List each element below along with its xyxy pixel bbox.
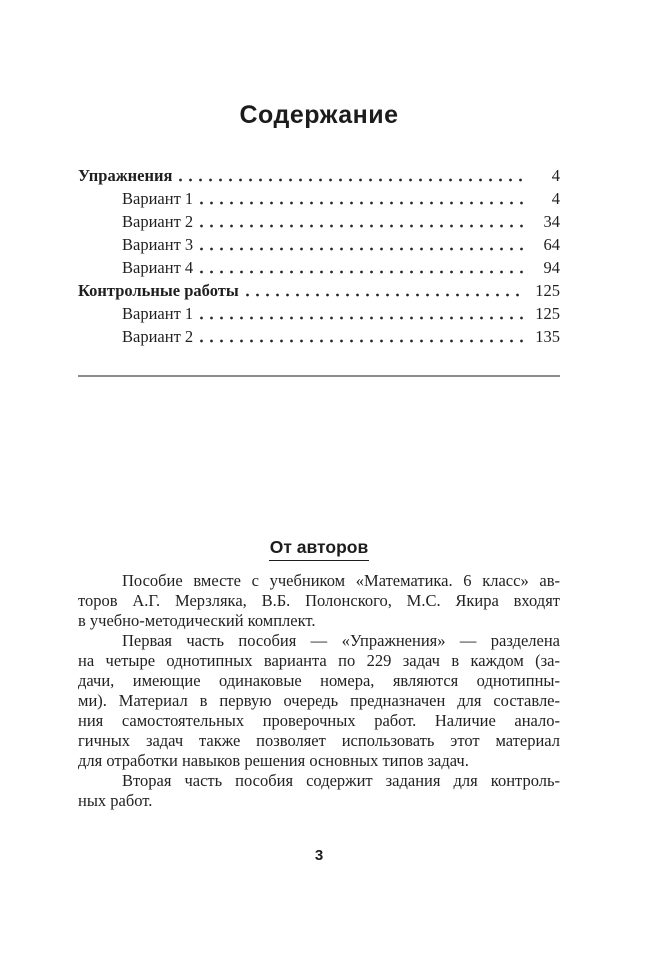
- toc-entry-label: Вариант 3: [122, 235, 194, 254]
- toc-entry-page: 4: [551, 166, 560, 185]
- toc-row: [78, 233, 560, 256]
- toc-entry-label: Вариант 4: [122, 258, 194, 277]
- authors-heading: [78, 537, 560, 561]
- paragraph-line: дачи, имеющие одинаковые номера, являются однотипны-: [78, 671, 560, 690]
- paragraph-line: Вторая часть пособия содержит задания для контроль-: [122, 771, 560, 790]
- toc-entry-page: 94: [543, 258, 560, 277]
- toc-row: [78, 279, 560, 302]
- paragraph-line: Пособие вместе с учебником «Математика. 6 класс» ав-: [122, 571, 560, 590]
- toc-row: [78, 325, 560, 348]
- toc-entry-page: 64: [543, 235, 560, 254]
- authors-body: [78, 571, 560, 811]
- paragraph-line: торов А.Г. Мерзляка, В.Б. Полонского, М.С. Якира входят: [78, 591, 560, 610]
- toc-row: [78, 210, 560, 233]
- dot-leader: [200, 224, 524, 228]
- dot-leader: [200, 247, 524, 251]
- table-of-contents: [78, 164, 560, 348]
- toc-entry-page: 135: [535, 327, 560, 346]
- dot-leader: [179, 178, 524, 182]
- section-divider: [78, 375, 560, 377]
- dot-leader: [246, 293, 524, 297]
- dot-leader: [200, 201, 524, 205]
- paragraph-line: ных работ.: [78, 791, 153, 810]
- toc-entry-label: Контрольные работы: [78, 281, 239, 300]
- toc-entry-page: 125: [535, 304, 560, 323]
- authors-paragraph: [78, 571, 560, 631]
- toc-entry-label: Вариант 2: [122, 327, 194, 346]
- toc-row: [78, 187, 560, 210]
- dot-leader: [200, 270, 524, 274]
- dot-leader: [200, 339, 524, 343]
- authors-paragraph: [78, 631, 560, 771]
- toc-entry-page: 125: [535, 281, 560, 300]
- toc-entry-label: Упражнения: [78, 166, 173, 185]
- toc-entry-label: Вариант 1: [122, 304, 194, 323]
- authors-paragraph: [78, 771, 560, 811]
- content-column: [78, 0, 560, 864]
- toc-row: [78, 164, 560, 187]
- paragraph-line: на четыре однотипных варианта по 229 задач в каждом (за-: [78, 651, 560, 670]
- toc-row: [78, 302, 560, 325]
- toc-entry-label: Вариант 2: [122, 212, 194, 231]
- paragraph-line: ми). Материал в первую очередь предназначен для составле-: [78, 691, 560, 710]
- toc-entry-page: 4: [551, 189, 560, 208]
- paragraph-line: гичных задач также позволяет использовать этот материал: [78, 731, 560, 750]
- page-number: 3: [314, 847, 324, 864]
- contents-title: Содержание: [239, 101, 399, 129]
- authors-heading-text: От авторов: [269, 537, 369, 561]
- toc-entry-page: 34: [543, 212, 560, 231]
- paragraph-line: ния самостоятельных проверочных работ. Наличие анало-: [78, 711, 560, 730]
- toc-entry-label: Вариант 1: [122, 189, 194, 208]
- toc-row: [78, 256, 560, 279]
- paragraph-line: Первая часть пособия — «Упражнения» — разделена: [122, 631, 560, 650]
- paragraph-line: для отработки навыков решения основных типов задач.: [78, 751, 469, 770]
- paragraph-line: в учебно-методический комплект.: [78, 611, 316, 630]
- dot-leader: [200, 316, 524, 320]
